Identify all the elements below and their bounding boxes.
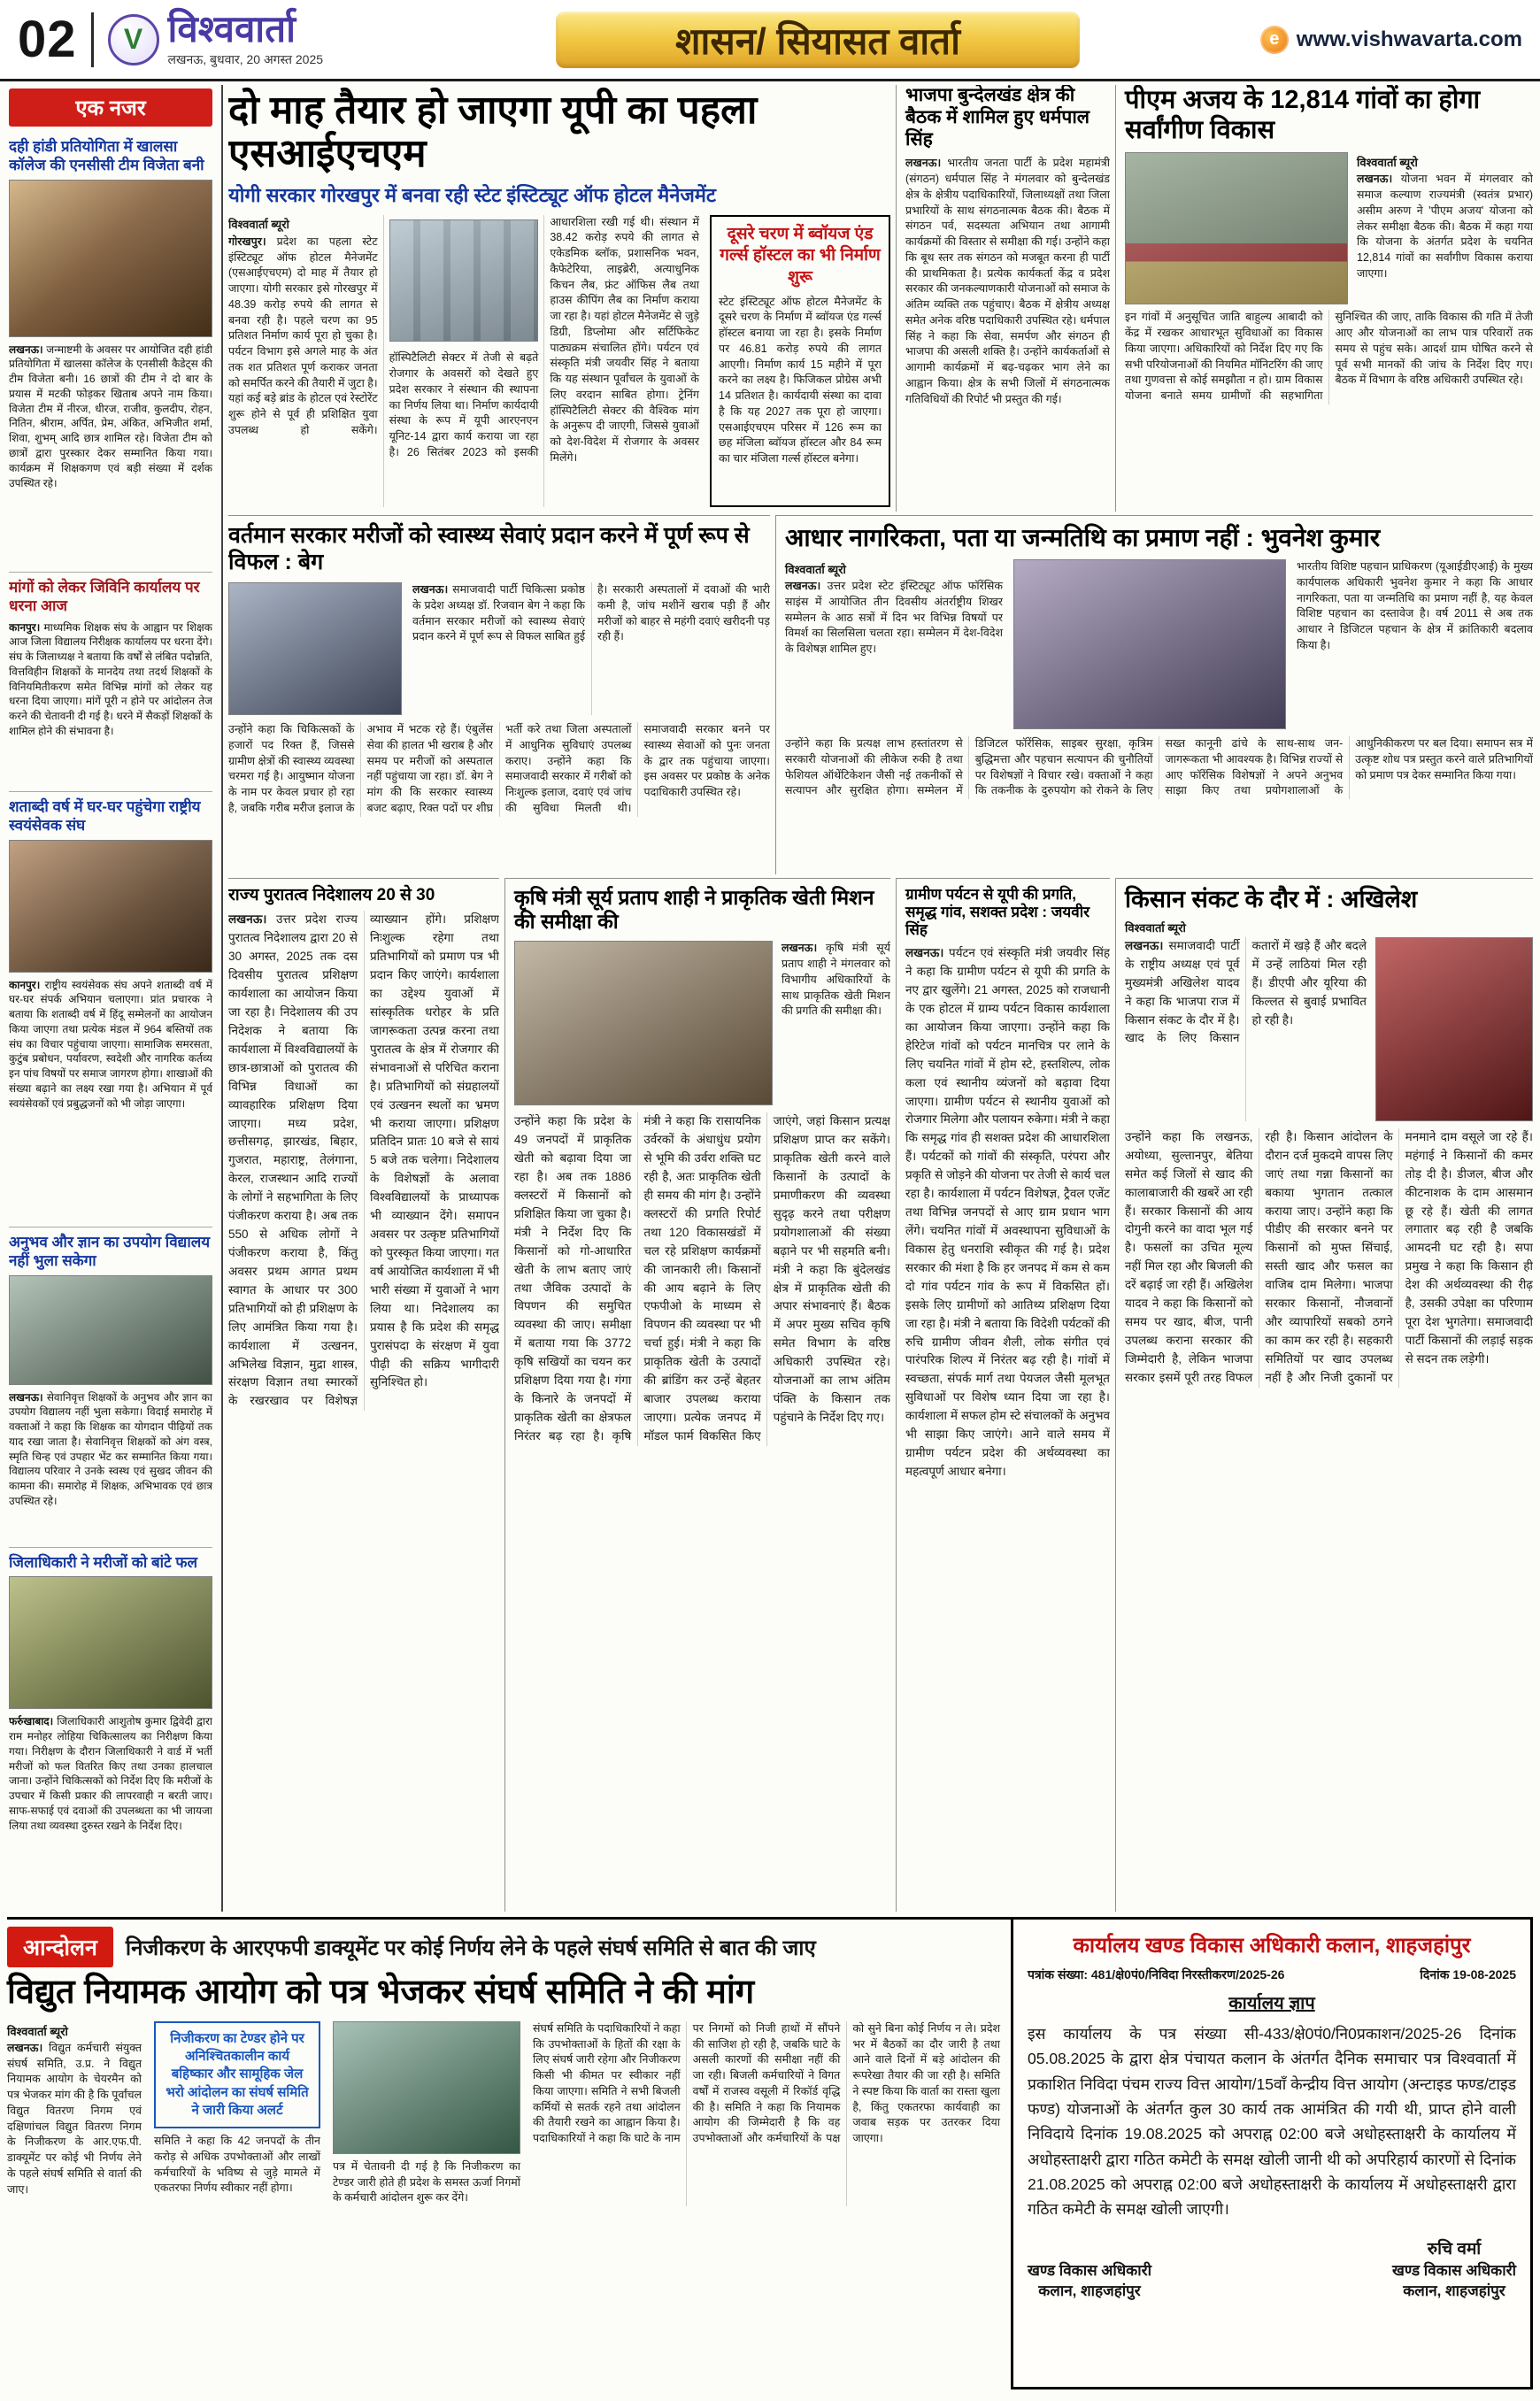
akhilesh-yadav-photo: [1375, 937, 1533, 1121]
dm-hospital-photo: [9, 1576, 212, 1709]
story-columns: [228, 215, 699, 507]
box-body: स्टेट इंस्टिट्यूट ऑफ होटल मैनेजमेंट के दूसरे चरण के निर्माण में ब्वॉयज एंड गर्ल्स हॉस्टल बनाया जा रहा है। इसके निर्माण पर 46.81 करोड़ रुपये की लागत आएगी। निर्माण कार्य 15 महीने में पूरा करने का लक्ष्य है। फिजिकल प्रोग्रेस अभी 14 प्रतिशत है। कार्यदायी संस्था का दावा है कि यह 2027 तक पूरा हो जाएगा। एसआईएचएम परिसर में 126 रूम का छह मंजिला ब्वॉयज हॉस्टल और 84 रूम का चार मंजिला गर्ल्स हॉस्टल बनेगा।: [719, 295, 882, 466]
story-headline: आधार नागरिकता, पता या जन्मतिथि का प्रमाण नहीं : भुवनेश कुमार: [785, 524, 1381, 551]
photo-column: [333, 2021, 520, 2206]
signatory-name: रुचि वर्मा: [1427, 2239, 1482, 2259]
rss-meeting-photo: [9, 840, 212, 973]
beg-press-photo: [228, 582, 402, 715]
body-text: सेवानिवृत्त शिक्षकों के अनुभव और ज्ञान का उपयोग विद्यालय नहीं भुला सकेगा। विदाई समारोह में वक्ताओं ने कहा कि शिक्षक का योगदान पीढ़ियों तक याद रखा जाता है। सेवानिवृत्त शिक्षकों को अंग वस्त्र, स्मृति चिन्ह एवं उपहार भेंट कर सम्मानित किया गया। विद्यालय परिवार ने उनके स्वस्थ एवं सुखद जीवन की कामना की। समारोह में शिक्षक, अभिभावक एवं छात्र उपस्थित रहे।: [9, 1390, 212, 1508]
story-sihm: [228, 85, 890, 512]
dahi-handi-photo: [9, 180, 212, 337]
notice-ref-date: दिनांक 19-08-2025: [1420, 1967, 1516, 1982]
story-headline: दो माह तैयार हो जाएगा यूपी का पहला एसआईएचएम: [228, 88, 758, 176]
story-content: [1125, 152, 1533, 304]
body-text: समाजवादी पार्टी के राष्ट्रीय अध्यक्ष एवं पूर्व मुख्यमंत्री अखिलेश यादव ने कहा कि भाजपा राज में किसान संकट के दौर में है। खाद के लिए किसान कतारों में खड़े हैं और बदले में उन्हें लाठियां मिल रही हैं। डीएपी और यूरिया की किल्लत से बुवाई प्रभावित हो रही है।: [1125, 938, 1367, 1045]
story-lead-column: [7, 2021, 142, 2206]
website-group: [1260, 26, 1522, 54]
sidebar-headline: दही हांडी प्रतियोगिता में खालसा कॉलेज की एनसीसी टीम विजेता बनी: [9, 138, 204, 174]
alert-box: निजीकरण का टेण्डर होने पर अनिश्चितकालीन कार्य बहिष्कार और सामूहिक जेल भरो आंदोलन का संघर्ष समिति ने जारी किया अलर्ट: [154, 2021, 320, 2128]
sihm-hostel-box: [710, 215, 890, 507]
masthead-group: [108, 8, 324, 68]
story-content: [785, 559, 1533, 729]
body-text: राष्ट्रीय स्वयंसेवक संघ अपने शताब्दी वर्ष में घर-घर संपर्क अभियान चलाएगा। प्रांत प्रचारक ने बताया कि शताब्दी वर्ष में हिंदू सम्मेलनों का आयोजन किया जाएगा तथा प्रत्येक मंडल में 964 बस्तियों तक संघ का विचार पहुंचाया जाएगा। सामाजिक समरसता, कुटुंब प्रबोधन, पर्यावरण, स्वदेशी और नागरिक कर्तव्य इन पांच विषयों पर समाज जागरण होगा। शाखाओं की संख्या बढ़ाने का लक्ष्य रखा गया है। अभियान में पूर्व स्वयंसेवकों एवं प्रबुद्धजनों को भी जोड़ा जाएगा।: [9, 978, 212, 1110]
sidebar-body: [9, 620, 212, 739]
signature-place: कलान, शाहजहांपुर: [1038, 2282, 1141, 2299]
notice-ref-row: [1028, 1966, 1516, 1983]
dateline: लखनऊ।: [228, 912, 267, 927]
page-number: 02: [18, 11, 77, 68]
story-headline: ग्रामीण पर्यटन से यूपी की प्रगति, समृद्ध गांव, सशक्त प्रदेश : जयवीर सिंह: [905, 886, 1090, 939]
sidebar-story-rss: [9, 792, 212, 1227]
masthead-title: विश्ववार्ता: [167, 8, 296, 50]
sidebar-story-dm-fruits: [9, 1548, 212, 1912]
sidebar-ek-najar: [7, 85, 223, 1912]
dateline: लखनऊ।: [1125, 938, 1164, 952]
story-body-2: समिति ने कहा कि 42 जनपदों के तीन करोड़ से अधिक उपभोक्ताओं और लाखों कर्मचारियों के भविष्य से जुड़े मामले में एकतरफा निर्णय स्वीकार नहीं होगा।: [154, 2135, 320, 2195]
story-body: [228, 911, 499, 1411]
body-text: कृषि मंत्री सूर्य प्रताप शाही ने मंगलवार को विभागीय अधिकारियों के साथ प्राकृतिक खेती मिशन की प्रगति की समीक्षा की।: [782, 942, 890, 1018]
body-text: योजना भवन में मंगलवार को समाज कल्याण राज्यमंत्री (स्वतंत्र प्रभार) असीम अरुण ने 'पीएम अजय' योजना को लेकर समीक्षा बैठक की। बैठक में कहा गया कि योजना के अंतर्गत प्रदेश के चयनित 12,814 गांवों का सर्वांगीण विकास कराया जाएगा।: [1357, 173, 1533, 280]
body-text: पर्यटन एवं संस्कृति मंत्री जयवीर सिंह ने कहा कि ग्रामीण पर्यटन से यूपी की प्रगति के नए द्वार खुलेंगे। 21 अगस्त, 2025 को राजधानी के एक होटल में ग्राम्य पर्यटन विकास कार्यशाला का आयोजन किया जाएगा। उन्होंने कहा कि हेरिटेज गांवों को पर्यटन मानचित्र पर लाने के लिए चयनित गांवों में होम स्टे, हस्तशिल्प, लोक कला एवं स्थानीय व्यंजनों को बढ़ावा दिया जाएगा। ग्रामीण पर्यटन से स्थानीय युवाओं को रोजगार मिलेगा और पलायन रुकेगा। मंत्री ने कहा कि समृद्ध गांव ही सशक्त प्रदेश की आधारशिला हैं। पर्यटकों को गांवों की संस्कृति, परंपरा और प्रकृति से जोड़ने की योजना पर तेजी से कार्य चल रहा है। कार्यशाला में पर्यटन विशेषज्ञ, ट्रैवल एजेंट तथा विभिन्न जनपदों से आए ग्राम प्रधान भाग लेंगे। चयनित गांवों में अवस्थापना सुविधाओं के विकास हेतु धनराशि स्वीकृत की गई है। प्रदेश सरकार की मंशा है कि हर जनपद में कम से कम दो गांव पर्यटन गांव के रूप में विकसित हों। इसके लिए ग्रामीणों को आतिथ्य प्रशिक्षण दिया जा रहा है। मंत्री ने बताया कि विदेशी पर्यटकों की रुचि ग्रामीण जीवन शैली, लोक संगीत एवं पारंपरिक शिल्प में निरंतर बढ़ रही है। गांवों में स्वच्छता, संपर्क मार्ग तथा पेयजल जैसी मूलभूत सुविधाओं पर विशेष ध्यान दिया जा रहा है। कार्यशाला में सफल होम स्टे संचालकों के अनुभव भी साझा किए जाएंगे। आने वाले समय में ग्रामीण पर्यटन प्रदेश की अर्थव्यवस्था का महत्वपूर्ण आधार बनेगा।: [905, 946, 1110, 1478]
dateline: लखनऊ।: [412, 583, 449, 596]
story-krishi: [504, 878, 890, 1912]
pm-ajay-meeting-photo: [1125, 152, 1348, 304]
body-text: जिलाधिकारी आशुतोष कुमार द्विवेदी द्वारा राम मनोहर लोहिया चिकित्सालय का निरीक्षण किया गया। निरीक्षण के दौरान जिलाधिकारी ने वार्ड में भर्ती मरीजों को फल वितरित किए तथा उनका हालचाल जाना। उन्होंने चिकित्सकों को निर्देश दिए कि मरीजों के उपचार में किसी प्रकार की लापरवाही न बरती जाए। साफ-सफाई एवं दवाओं की उपलब्धता का भी जायजा लिया तथा व्यवस्था दुरुस्त रखने के निर्देश दिए।: [9, 1715, 212, 1832]
notice-body: इस कार्यालय के पत्र संख्या सी-433/क्षे0पं0/नि0प्रकाशन/2025-26 दिनांक 05.08.2025 के द्वारा क्षेत्र पंचायत कलान के अंतर्गत दैनिक समाचार पत्र विश्ववार्ता में प्रकाशित निविदा पंचम राज्य वित्त आयोग/15वाँ केन्द्रीय वित्त आयोग (अन्टाइड फण्ड/टाइड फण्ड) योजनाओं के अंतर्गत कुल 30 कार्य तक आमंत्रित की गयी थी, प्राप्त होने वाली निविदाये दिनांक 19.08.2025 को अपराह्न 02:00 बजे अधोहस्ताक्षरी के कार्यालय में अधोहस्ताक्षरी द्वारा गठित कमेटी के समक्ष खोली जानी थी को अपरिहार्य कारणों से दिनांक 21.08.2025 को अपराह्न 02:00 बजे अधोहस्ताक्षरी के कार्यालय में अधोहस्ताक्षरी द्वारा गठित कमेटी के समक्ष खोली जाएगी।: [1028, 2025, 1516, 2219]
farewell-ceremony-photo: [9, 1275, 212, 1385]
story-headline: पीएम अजय के 12,814 गांवों का होगा सर्वांगीण विकास: [1125, 86, 1481, 145]
body-text: भारतीय जनता पार्टी के प्रदेश महामंत्री (संगठन) धर्मपाल सिंह ने मंगलवार को बुन्देलखंड क्षेत्र के क्षेत्रीय पदाधिकारियों, जिलाध्यक्षों तथा जिला प्रभारियों के साथ संगठनात्मक बैठक की। बैठक में संगठन पर्व, सदस्यता अभियान तथा आगामी कार्यक्रमों की विस्तार से समीक्षा की गई। उन्होंने कहा कि बूथ स्तर तक संगठन को मजबूत करना ही पार्टी की प्राथमिकता है। प्रत्येक कार्यकर्ता केंद्र व प्रदेश सरकार की जनकल्याणकारी योजनाओं को समाज के अंतिम व्यक्ति तक पहुंचाए। बैठक में क्षेत्रीय अध्यक्ष समेत अनेक वरिष्ठ पदाधिकारी उपस्थित रहे। धर्मपाल सिंह ने कहा कि सेवा, समर्पण और संगठन ही भाजपा की असली शक्ति है। उन्होंने कार्यकर्ताओं से आगामी कार्यक्रमों में बढ़-चढ़कर भाग लेने का आह्वान किया। क्षेत्र के सभी जिलों में संगठनात्मक गतिविधियों की रिपोर्ट भी प्रस्तुत की गई।: [905, 157, 1110, 405]
story-content: [514, 941, 890, 1105]
signature-title: खण्ड विकास अधिकारी: [1392, 2261, 1516, 2279]
sidebar-story-anubhav: [9, 1227, 212, 1548]
story-lead-column: [785, 559, 1003, 729]
body-text: जन्माष्टमी के अवसर पर आयोजित दही हांडी प्रतियोगिता में खालसा कॉलेज के एनसीसी कैडेट्स की टीम विजेता बनी। 16 छात्रों की टीम ने दो बार के प्रयास में मटकी फोड़कर खिताब अपने नाम किया। विजेता टीम में नीरज, धीरज, राजीव, कुलदीप, रोहन, नितिन, श्रीराम, अर्पित, प्रेम, अंकित, अभिजीत शर्मा, शिवा, शुभम् आदि छात्र शामिल रहे। विजेता टीम को छात्रों द्वारा पुरस्कार देकर सम्मानित किया गया। कार्यक्रम में शिक्षकगण एवं बड़ी संख्या में दर्शक उपस्थित रहे।: [9, 342, 212, 489]
signature-left: [1028, 2259, 1151, 2300]
dateline: फर्रुखाबाद।: [9, 1715, 54, 1728]
sidebar-headline: जिलाधिकारी ने मरीजों को बांटे फल: [9, 1554, 197, 1571]
story-beg-health: [228, 515, 770, 874]
sangharsh-samiti-photo: [333, 2021, 520, 2154]
sidebar-body: [9, 978, 212, 1112]
story-content: [1125, 937, 1533, 1121]
dateline: लखनऊ।: [905, 946, 944, 960]
signature-title: खण्ड विकास अधिकारी: [1028, 2261, 1151, 2279]
sidebar-story-dharna: [9, 573, 212, 792]
edition-line: लखनऊ, बुधवार, 20 अगस्त 2025: [167, 52, 324, 66]
notice-ref-number: पत्रांक संख्या: 481/क्षे0पं0/निविदा निरस्तीकरण/2025-26: [1028, 1967, 1285, 1982]
story-body-continued: उन्होंने कहा कि लखनऊ, अयोध्या, सुल्तानपुर, बेतिया समेत कई जिलों से खाद की कालाबाजारी की खबरें आ रही हैं। सरकार किसानों की आय दोगुनी करने का वादा भूल गई है। फसलों का उचित मूल्य नहीं मिल रहा और बिजली की दरें बढ़ाई जा रही हैं। अखिलेश यादव ने कहा कि किसानों को समय पर खाद, बीज, पानी उपलब्ध कराना सरकार की जिम्मेदारी है, लेकिन भाजपा सरकार इसमें पूरी तरह विफल रही है। किसान आंदोलन के दौरान दर्ज मुकदमे वापस लिए जाएं तथा गन्ना किसानों का बकाया भुगतान तत्काल कराया जाए। उन्होंने कहा कि पीडीए की सरकार बनने पर किसानों को मुफ्त सिंचाई, सस्ती खाद और फसल का वाजिब दाम मिलेगा। भाजपा सरकार किसानों, नौजवानों और व्यापारियों सबको ठगने का काम कर रही है। सहकारी समितियों पर खाद उपलब्ध नहीं है और निजी दुकानों पर मनमाने दाम वसूले जा रहे हैं। महंगाई ने किसानों की कमर तोड़ दी है। डीजल, बीज और कीटनाशक के दाम आसमान छू रहे हैं। खेती की लागत लगातार बढ़ रही है जबकि आमदनी घट रही है। सपा प्रमुख ने कहा कि किसान ही देश की अर्थव्यवस्था की रीढ़ है, उसकी उपेक्षा का परिणाम पूरा देश भुगतेगा। समाजवादी पार्टी किसानों की लड़ाई सड़क से सदन तक लड़ेगी।: [1125, 1129, 1533, 1384]
story-aadhaar: [775, 515, 1533, 874]
strip-headline: निजीकरण के आरएफपी डाक्यूमेंट पर कोई निर्णय लेने के पहले संघर्ष समिति से बात की जाए: [125, 1935, 816, 1960]
globe-icon: e: [1260, 26, 1289, 54]
story-body-3: पत्र में चेतावनी दी गई है कि निजीकरण का टेण्डर जारी होते ही प्रदेश के समस्त ऊर्जा निगमों के कर्मचारी आंदोलन शुरू कर देंगे।: [333, 2159, 520, 2205]
story-gramin-paryatan: [896, 878, 1110, 1912]
byline: विश्ववार्ता ब्यूरो: [7, 2024, 68, 2038]
story-body-continued: उन्होंने कहा कि चिकित्सकों के हजारों पद रिक्त हैं, जिससे ग्रामीण क्षेत्रों की स्वास्थ्य व्यवस्था चरमरा गई है। आयुष्मान योजना के नाम पर केवल प्रचार हो रहा है, जबकि गरीब मरीज इलाज के अभाव में भटक रहे हैं। एंबुलेंस सेवा की हालत भी खराब है और समय पर मरीजों को अस्पताल नहीं पहुंचाया जा रहा। डॉ. बेग ने मांग की कि सरकार स्वास्थ्य बजट बढ़ाए, रिक्त पदों पर शीघ्र भर्ती करे तथा जिला अस्पतालों में आधुनिक सुविधाएं उपलब्ध कराए। उन्होंने कहा कि समाजवादी सरकार में गरीबों को निःशुल्क इलाज, दवाएं एवं जांच की सुविधा मिलती थी। समाजवादी सरकार बनने पर स्वास्थ्य सेवाओं को पुनः जनता के द्वार तक पहुंचाया जाएगा। इस अवसर पर प्रकोष्ठ के अनेक पदाधिकारी उपस्थित रहे।: [228, 723, 770, 814]
sidebar-body: [9, 1714, 212, 1833]
tender-notice-box: [1011, 1917, 1533, 2389]
sidebar-headline: शताब्दी वर्ष में घर-घर पहुंचेगा राष्ट्रीय स्वयंसेवक संघ: [9, 798, 201, 835]
signature-place: कलान, शाहजहांपुर: [1403, 2282, 1505, 2299]
story-subhead: योगी सरकार गोरखपुर में बनवा रही स्टेट इंस्टिट्यूट ऑफ होटल मैनेजमेंट: [228, 183, 717, 206]
story-body-continued: उन्होंने कहा कि प्रत्यक्ष लाभ हस्तांतरण से सरकारी योजनाओं की लीकेज रुकी है तथा फेशियल ऑथेंटिकेशन जैसी नई तकनीकों से सत्यापन और सुरक्षित होगा। सम्मेलन में डिजिटल फॉरेंसिक, साइबर सुरक्षा, कृत्रिम बुद्धिमत्ता और पहचान सत्यापन की चुनौतियों पर विशेषज्ञों ने विचार रखे। वक्ताओं ने कहा कि तकनीक के दुरुपयोग को रोकने के लिए सख्त कानूनी ढांचे के साथ-साथ जन-जागरूकता भी आवश्यक है। विभिन्न राज्यों से आए फॉरेंसिक विशेषज्ञों ने अपने अनुभव साझा किए तथा प्रयोगशालाओं के आधुनिकीकरण पर बल दिया। समापन सत्र में उत्कृष्ट शोध पत्र प्रस्तुत करने वाले प्रतिभागियों को प्रमाण पत्र देकर सम्मानित किया गया।: [785, 737, 1533, 797]
dateline: कानपुर।: [9, 978, 41, 991]
notice-title: कार्यालय खण्ड विकास अधिकारी कलान, शाहजहांपुर: [1073, 1934, 1471, 1958]
story-headline: कृषि मंत्री सूर्य प्रताप शाही ने प्राकृतिक खेती मिशन की समीक्षा की: [514, 886, 874, 934]
story-pm-ajay: [1115, 85, 1533, 512]
story-body: [412, 582, 770, 715]
dateline: लखनऊ।: [9, 342, 43, 356]
dateline: लखनऊ।: [1357, 173, 1393, 186]
story-puratatv: [228, 878, 499, 1912]
andolan-kicker: आन्दोलन: [7, 1927, 113, 1967]
krishi-review-photo: [514, 941, 773, 1105]
story-bjp-bundelkhand: [896, 85, 1110, 512]
story-body: [1357, 172, 1533, 281]
story-content: [228, 215, 890, 507]
sidebar-headline: मांगों को लेकर जिविनि कार्यालय पर धरना आज: [9, 579, 200, 615]
sidebar-body: [9, 342, 212, 491]
story-headline: वर्तमान सरकार मरीजों को स्वास्थ्य सेवाएं प्रदान करने में पूर्ण रूप से विफल : बेग: [228, 523, 750, 574]
sihm-building-photo: [389, 219, 539, 342]
story-body: [905, 156, 1110, 407]
notice-heading: कार्यालय ज्ञाप: [1228, 1994, 1315, 2013]
byline: विश्ववार्ता ब्यूरो: [1125, 920, 1186, 935]
header-divider: [91, 12, 94, 67]
body-text: उत्तर प्रदेश राज्य पुरातत्व निदेशालय द्वारा 20 से 30 अगस्त, 2025 तक दस दिवसीय पुरातत्व प्रशिक्षण कार्यशाला का आयोजन किया जा रहा है। निदेशालय की उप निदेशक ने बताया कि कार्यशाला में विश्वविद्यालयों के छात्र-छात्राओं को पुरातत्व की विभिन्न विधाओं का व्यावहारिक प्रशिक्षण दिया जाएगा। मध्य प्रदेश, छत्तीसगढ़, झारखंड, बिहार, गुजरात, महाराष्ट्र, तेलंगाना, केरल, राजस्थान आदि राज्यों के लोगों ने सहभागिता के लिए पंजीकरण कराया है। अब तक 550 से अधिक लोगों ने पंजीकरण कराया है, किंतु अवसर प्रथम आगत प्रथम स्वागत के आधार पर 300 प्रतिभागियों को ही प्रशिक्षण के लिए आमंत्रित किया गया है। कार्यशाला में उत्खनन, अभिलेख विज्ञान, मुद्रा शास्त्र, संरक्षण विज्ञान तथा स्मारकों के रखरखाव पर विशेषज्ञ व्याख्यान होंगे। प्रशिक्षण निःशुल्क रहेगा तथा प्रतिभागियों को प्रमाण पत्र भी प्रदान किए जाएंगे। कार्यशाला का उद्देश्य युवाओं में सांस्कृतिक धरोहर के प्रति जागरूकता उत्पन्न करना तथा पुरातत्व के क्षेत्र में रोजगार की संभावनाओं से परिचित कराना है। प्रतिभागियों को संग्रहालयों एवं उत्खनन स्थलों का भ्रमण भी कराया जाएगा। प्रशिक्षण प्रतिदिन प्रातः 10 बजे से सायं 5 बजे तक चलेगा। निदेशालय के विशेषज्ञों के अलावा विश्वविद्यालयों के प्राध्यापक भी व्याख्यान देंगे। समापन अवसर पर उत्कृष्ट प्रतिभागियों को पुरस्कृत किया जाएगा। गत वर्ष आयोजित कार्यशाला में भी भारी संख्या में युवाओं ने भाग लिया था। निदेशालय का प्रयास है कि प्रदेश की समृद्ध पुरासंपदा के संरक्षण में युवा पीढ़ी की सक्रिय भागीदारी सुनिश्चित हो।: [228, 912, 499, 1408]
story-body-continued: उन्होंने कहा कि प्रदेश के 49 जनपदों में प्राकृतिक खेती को बढ़ावा दिया जा रहा है। अब तक 1886 क्लस्टरों में किसानों को प्रशिक्षित किया जा चुका है। मंत्री ने निर्देश दिए कि किसानों को गो-आधारित खेती के लाभ बताए जाएं तथा जैविक उत्पादों के विपणन की समुचित व्यवस्था की जाए। समीक्षा में बताया गया कि 3772 कृषि सखियों का चयन कर प्रशिक्षण दिया गया है। गंगा के किनारे के जनपदों में प्राकृतिक खेती का क्षेत्रफल निरंतर बढ़ रहा है। कृषि मंत्री ने कहा कि रासायनिक उर्वरकों के अंधाधुंध प्रयोग से भूमि की उर्वरा शक्ति घट रही है, अतः प्राकृतिक खेती ही समय की मांग है। उन्होंने क्लस्टरों की प्रगति रिपोर्ट तथा 120 विकासखंडों में चल रहे प्रशिक्षण कार्यक्रमों की जानकारी ली। किसानों की आय बढ़ाने के लिए एफपीओ के माध्यम से विपणन की व्यवस्था पर भी चर्चा हुई। मंत्री ने कहा कि प्राकृतिक खेती के उत्पादों की ब्रांडिंग कर उन्हें बेहतर बाजार उपलब्ध कराया जाएगा। प्रत्येक जनपद में मॉडल फार्म विकसित किए जाएंगे, जहां किसान प्रत्यक्ष प्रशिक्षण प्राप्त कर सकेंगे। प्राकृतिक खेती करने वाले किसानों के उत्पादों के प्रमाणीकरण की व्यवस्था सुदृढ़ करने तथा परीक्षण प्रयोगशालाओं की संख्या बढ़ाने पर भी सहमति बनी। मंत्री ने कहा कि बुंदेलखंड क्षेत्र में प्राकृतिक खेती की अपार संभावनाएं हैं। बैठक में अपर मुख्य सचिव कृषि समेत विभाग के वरिष्ठ अधिकारी उपस्थित रहे। योजनाओं का लाभ अंतिम पंक्ति के किसान तक पहुंचाने के निर्देश दिए गए।: [514, 1114, 890, 1443]
website-url: www.vishwavarta.com: [1296, 27, 1522, 51]
story-body-continued: इन गांवों में अनुसूचित जाति बाहुल्य आबादी को केंद्र में रखकर आधारभूत सुविधाओं का विकास किया जाएगा। अधिकारियों को निर्देश दिए गए कि सभी परियोजनाओं की नियमित मॉनिटरिंग की जाए तथा गुणवत्ता से कोई समझौता न हो। ग्राम विकास योजना बनाते समय ग्रामीणों की सहभागिता सुनिश्चित की जाए, ताकि विकास की गति में तेजी आए और योजनाओं का लाभ पात्र परिवारों तक समय से पहुंच सके। आदर्श ग्राम घोषित करने से पूर्व सभी मानकों की जांच के निर्देश दिए गए। बैठक में विभाग के वरिष्ठ अधिकारी उपस्थित रहे।: [1125, 311, 1533, 403]
dateline: कानपुर।: [9, 620, 41, 634]
signature-right: [1392, 2236, 1516, 2300]
story-body: [1125, 937, 1367, 1121]
story-body-2: भारतीय विशिष्ट पहचान प्राधिकरण (यूआईडीएआई) के मुख्य कार्यपालक अधिकारी भुवनेश कुमार ने कहा कि आधार नागरिकता, पता या जन्मतिथि का प्रमाण नहीं है, यह केवल विशिष्ट पहचान का दस्तावेज है। वर्ष 2011 से अब तक आधार ने डिजिटल पहचान के क्षेत्र में क्रांतिकारी बदलाव किया है।: [1297, 560, 1533, 651]
story-body: [782, 941, 890, 1105]
dateline: लखनऊ।: [9, 1390, 43, 1404]
body-text: विद्युत कर्मचारी संयुक्त संघर्ष समिति, उ.प्र. ने विद्युत नियामक आयोग के चेयरमैन को पत्र भेजकर मांग की है कि पूर्वांचल विद्युत वितरण निगम एवं दक्षिणांचल विद्युत वितरण निगम के निजीकरण के आर.एफ.पी. डाक्यूमेंट पर कोई भी निर्णय लेने के पहले संघर्ष समिति से वार्ता की जाए।: [7, 2041, 142, 2196]
sidebar-headline: अनुभव और ज्ञान का उपयोग विद्यालय नहीं भुला सकेगा: [9, 1234, 211, 1270]
dateline: लखनऊ।: [7, 2041, 43, 2054]
dateline: लखनऊ।: [905, 157, 942, 170]
story-headline: विद्युत नियामक आयोग को पत्र भेजकर संघर्ष समिति ने की मांग: [7, 1974, 755, 2011]
ek-najar-label: एक नजर: [9, 88, 212, 127]
notice-signatures: [1028, 2236, 1516, 2300]
story-body: [7, 2041, 142, 2198]
story-content: [228, 582, 770, 715]
page-header: [0, 0, 1540, 81]
byline: विश्ववार्ता ब्यूरो: [785, 563, 846, 577]
byline: विश्ववार्ता ब्यूरो: [1357, 156, 1418, 170]
story-headline: किसान संकट के दौर में : अखिलेश: [1125, 886, 1418, 912]
sidebar-story-dahi-handi: [9, 132, 212, 573]
dateline: गोरखपुर।: [228, 235, 266, 248]
body-text: हॉस्पिटैलिटी सेक्टर में तेजी से बढ़ते रोजगार के अवसरों को देखते हुए प्रदेश सरकार ने संस्थान की स्थापना का निर्णय लिया था। निर्माण कार्यदायी संस्था के रूप में यूपी आरएनएन यूनिट-14 द्वारा कार्य कराया जा रहा है। 26 सितंबर 2023 को इसकी आधारशिला रखी गई थी। संस्थान में 38.42 करोड़ रुपये की लागत से एकेडमिक ब्लॉक, प्रशासनिक भवन, कैफेटेरिया, लाइब्रेरी, अत्याधुनिक किचन लैब, फ्रंट ऑफिस लैब तथा हाउस कीपिंग लैब का निर्माण कराया जा रहा है। यहां होटल मैनेजमेंट से जुड़े डिग्री, डिप्लोमा और सर्टिफिकेट पाठ्यक्रम संचालित होंगे। पर्यटन एवं संस्कृति मंत्री जयवीर सिंह ने बताया कि यह संस्थान पूर्वांचल के युवाओं के लिए वरदान साबित होगा। ट्रेनिंग हॉस्पिटैलिटी सेक्टर की वैश्विक मांग के अनुरूप दी जाएगी, जिससे युवाओं को देश-विदेश में रोजगार के अवसर मिलेंगे।: [389, 215, 699, 464]
body-text: प्रदेश का पहला स्टेट इंस्टिट्यूट ऑफ होटल मैनेजमेंट (एसआईएचएम) दो माह में तैयार हो जाएगा। योगी सरकार इसे गोरखपुर में 48.39 करोड़ रुपये की लागत से बनवा रही है। पहले चरण का 95 प्रतिशत निर्माण कार्य पूरा हो चुका है। पर्यटन विभाग इसे अगले माह के अंत तक शत प्रतिशत पूर्ण कराकर जनता को समर्पित करने की तैयारी में जुटा है। यहां कई बड़े ब्रांड के होटल एवं रेस्टोरेंट शुरू होने से पूर्व ही प्रशिक्षित युवा उपलब्ध हो सकेंगे।: [228, 235, 378, 436]
body-text: उत्तर प्रदेश स्टेट इंस्टिट्यूट ऑफ फॉरेंसिक साइंस में आयोजित तीन दिवसीय अंतर्राष्ट्रीय शिखर सम्मेलन के आठ सत्रों में दिन भर विभिन्न विषयों पर विमर्श का सिलसिला चलता रहा। सम्मेलन में देश-विदेश के विशेषज्ञ शामिल हुए।: [785, 580, 1003, 656]
body-text: समाजवादी पार्टी चिकित्सा प्रकोष्ठ के प्रदेश अध्यक्ष डॉ. रिजवान बेग ने कहा कि वर्तमान सरकार मरीजों को स्वास्थ्य सेवाएं प्रदान करने में पूर्ण रूप से विफल साबित हुई है। सरकारी अस्पतालों में दवाओं की भारी कमी है, जांच मशीनें खराब पड़ी हैं और मरीजों को बाहर से महंगी दवाएं खरीदनी पड़ रही हैं।: [412, 583, 770, 643]
newspaper-logo-icon: V: [108, 14, 159, 65]
sidebar-body: [9, 1390, 212, 1509]
story-body: [785, 579, 1003, 658]
section-title-banner: शासन/ सियासत वार्ता: [556, 12, 1080, 68]
box-headline: दूसरे चरण में ब्वॉयज एंड गर्ल्स हॉस्टल का भी निर्माण शुरू: [720, 224, 881, 287]
story-headline: भाजपा बुन्देलखंड क्षेत्र की बैठक में शामिल हुए धर्मपाल सिंह: [905, 85, 1090, 150]
story-body-continued: संघर्ष समिति के पदाधिकारियों ने कहा कि उपभोक्ताओं के हितों की रक्षा के लिए संघर्ष जारी रहेगा और निजीकरण किसी भी कीमत पर स्वीकार नहीं किया जाएगा। समिति ने सभी बिजली कर्मियों से सतर्क रहने तथा आंदोलन की तैयारी रखने का आह्वान किया है। पदाधिकारियों ने कहा कि घाटे के नाम पर निगमों को निजी हाथों में सौंपने की साजिश हो रही है, जबकि घाटे के असली कारणों की समीक्षा नहीं की जा रही। बिजली कर्मचारियों ने विगत वर्षों में राजस्व वसूली में रिकॉर्ड वृद्धि की है। समिति ने कहा कि नियामक आयोग की जिम्मेदारी है कि वह उपभोक्ताओं और कर्मचारियों के पक्ष को सुने बिना कोई निर्णय न ले। प्रदेश भर में बैठकों का दौर जारी है तथा आने वाले दिनों में बड़े आंदोलन की रूपरेखा तैयार की जा रही है। समिति ने स्पष्ट किया कि वार्ता का रास्ता खुला है, किंतु एकतरफा कार्यवाही का जवाब सड़क पर उतरकर दिया जाएगा।: [533, 2021, 1000, 2145]
story-kisan-akhilesh: [1115, 878, 1533, 1912]
story-headline: राज्य पुरातत्व निदेशालय 20 से 30: [228, 886, 435, 904]
body-text: माध्यमिक शिक्षक संघ के आह्वान पर शिक्षक आज जिला विद्यालय निरीक्षक कार्यालय पर धरना देंगे। संघ के जिलाध्यक्ष ने बताया कि वर्षों से लंबित पदोन्नति, वित्तविहीन शिक्षकों के मानदेय तथा तदर्थ शिक्षकों के विनियमितीकरण समेत विभिन्न मांगों को लेकर यह धरना दिया जाएगा। मांगें पूरी न होने पर आंदोलन तेज करने की चेतावनी दी गई है। धरने में सैकड़ों शिक्षकों के शामिल होने की संभावना है।: [9, 620, 212, 738]
forensic-summit-photo: [1013, 559, 1286, 729]
alert-box-column: [154, 2021, 320, 2206]
dateline: लखनऊ।: [782, 942, 818, 955]
story-body: [905, 944, 1110, 1481]
byline: विश्ववार्ता ब्यूरो: [228, 217, 289, 231]
dateline: लखनऊ।: [785, 580, 821, 593]
story-content: [7, 2021, 1000, 2206]
